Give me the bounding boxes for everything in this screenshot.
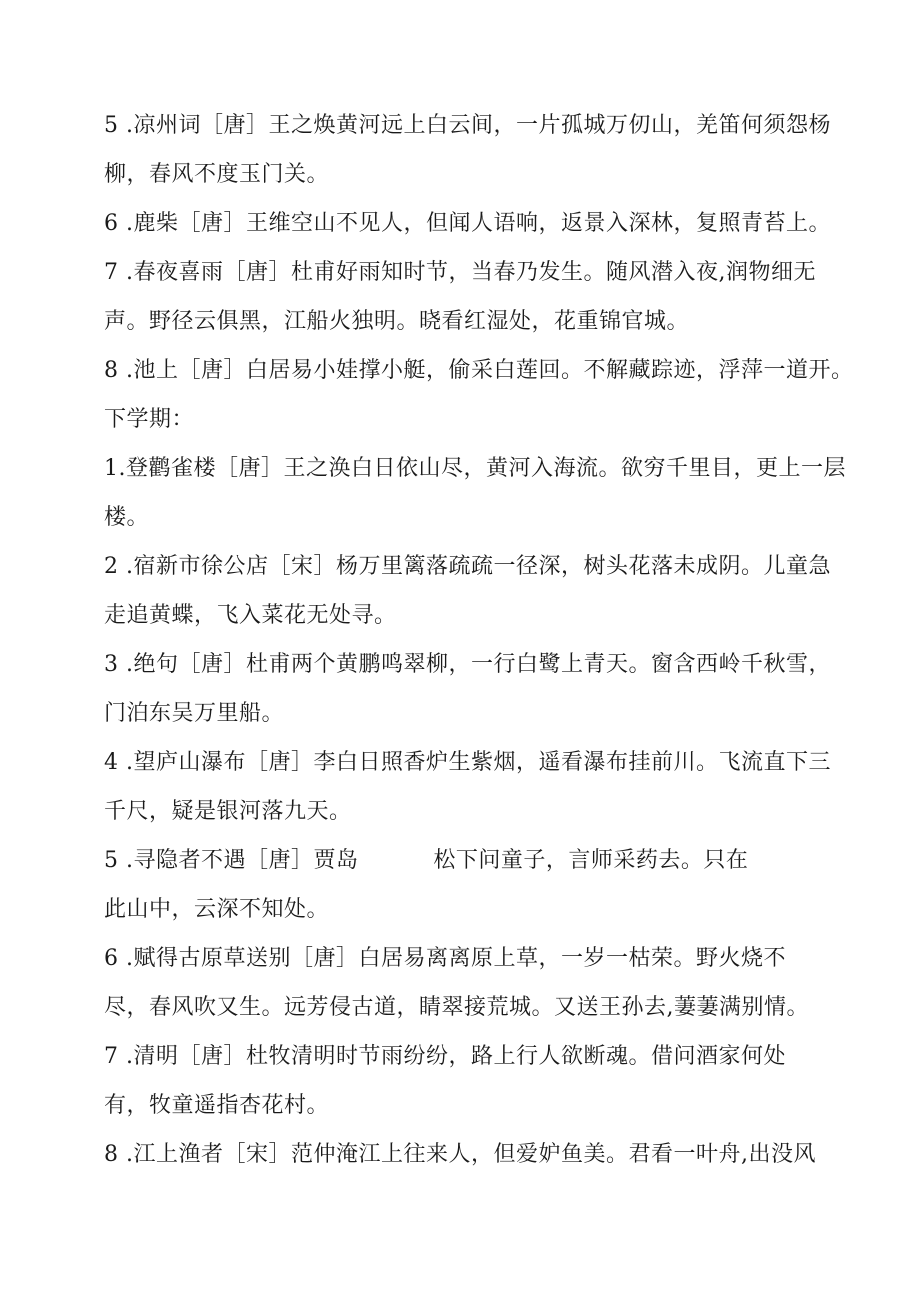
section-heading: 下学期： xyxy=(104,407,195,432)
text-line: 此山中，云深不知处。 xyxy=(104,897,330,922)
text-line: 有，牧童遥指杏花村。 xyxy=(104,1093,330,1118)
text-line: 8 .池上［唐］白居易小娃撑小艇，偷采白莲回。不解藏踪迹，浮萍一道开。 xyxy=(104,358,854,383)
text-line: 6 .赋得古原草送别［唐］白居易离离原上草，一岁一枯荣。野火烧不 xyxy=(104,946,786,971)
text-line: 尽，春风吹又生。远芳侵古道，睛翠接荒城。又送王孙去,萋萋满别情。 xyxy=(104,995,809,1020)
text-line: 4 .望庐山瀑布［唐］李白日照香炉生紫烟，遥看瀑布挂前川。飞流直下三 xyxy=(104,750,831,775)
text-line: 3 .绝句［唐］杜甫两个黄鹏鸣翠柳，一行白鹭上青天。窗含西岭千秋雪， xyxy=(104,652,831,677)
text-line: 6 .鹿柴［唐］王维空山不见人，但闻人语响，返景入深林，复照青苔上。 xyxy=(104,211,831,236)
text-line: 走追黄蝶，飞入菜花无处寻。 xyxy=(104,603,397,628)
text-line: 声。野径云俱黑，江船火独明。晓看红湿处，花重锦官城。 xyxy=(104,309,690,334)
text-line: 门泊东吴万里船。 xyxy=(104,701,285,726)
text-line: 1.登鹳雀楼［唐］王之涣白日依山尽，黄河入海流。欲穷千里目，更上一层 xyxy=(104,456,846,481)
text-line: 楼。 xyxy=(104,505,150,530)
text-line: 5 .寻隐者不遇［唐］贾岛 松下问童子，言师采药去。只在 xyxy=(104,848,749,873)
text-line: 柳，春风不度玉门关。 xyxy=(104,162,330,187)
text-line: 千尺，疑是银河落九天。 xyxy=(104,799,352,824)
text-line: 7 .清明［唐］杜牧清明时节雨纷纷，路上行人欲断魂。借问酒家何处 xyxy=(104,1044,786,1069)
text-line: 5 .凉州词［唐］王之焕黄河远上白云间，一片孤城万仞山，羌笛何须怨杨 xyxy=(104,113,831,138)
text-line: 2 .宿新市徐公店［宋］杨万里篱落疏疏一径深，树头花落未成阴。儿童急 xyxy=(104,554,831,579)
text-line: 7 .春夜喜雨［唐］杜甫好雨知时节，当春乃发生。随风潜入夜,润物细无 xyxy=(104,260,816,285)
text-line: 8 .江上渔者［宋］范仲淹江上往来人，但爱妒鱼美。君看一叶舟,出没风 xyxy=(104,1142,816,1167)
